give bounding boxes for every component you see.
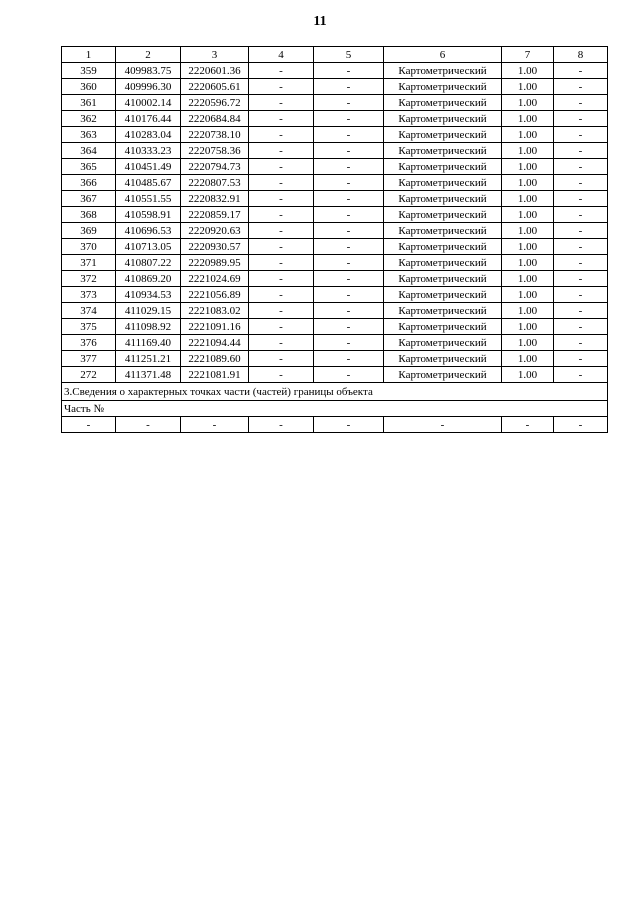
accuracy-cell: 1.00	[502, 207, 554, 223]
x-coordinate-cell: 410713.05	[116, 239, 181, 255]
point-number-cell: 272	[62, 367, 116, 383]
col-5-value-cell: -	[314, 127, 384, 143]
col-8-value-cell: -	[554, 303, 608, 319]
table-row	[62, 159, 608, 175]
col-5-value-cell: -	[314, 95, 384, 111]
point-number-cell: 376	[62, 335, 116, 351]
point-number-cell: 375	[62, 319, 116, 335]
col-5-value-cell: -	[314, 79, 384, 95]
y-coordinate-cell: 2220930.57	[181, 239, 249, 255]
y-coordinate-cell: 2220920.63	[181, 223, 249, 239]
col-5-value-cell: -	[314, 111, 384, 127]
method-cell: Картометрический	[384, 79, 502, 95]
col-4-value-cell: -	[249, 127, 314, 143]
accuracy-cell: 1.00	[502, 159, 554, 175]
y-coordinate-cell: 2220832.91	[181, 191, 249, 207]
accuracy-cell: 1.00	[502, 367, 554, 383]
table-row	[62, 111, 608, 127]
col-5-value-cell: -	[314, 159, 384, 175]
table-row	[62, 271, 608, 287]
col-4-value-cell: -	[249, 79, 314, 95]
method-cell: Картометрический	[384, 223, 502, 239]
col-8-value-cell: -	[554, 271, 608, 287]
column-header-8: 8	[554, 47, 608, 63]
point-number-cell: 364	[62, 143, 116, 159]
method-cell: Картометрический	[384, 111, 502, 127]
x-coordinate-cell: 411098.92	[116, 319, 181, 335]
col-5-value-cell: -	[314, 335, 384, 351]
accuracy-cell: 1.00	[502, 271, 554, 287]
column-header-4: 4	[249, 47, 314, 63]
col-4-value-cell: -	[249, 175, 314, 191]
x-coordinate-cell: 411371.48	[116, 367, 181, 383]
accuracy-cell: 1.00	[502, 335, 554, 351]
col-4-value-cell: -	[249, 271, 314, 287]
col-8-value-cell: -	[554, 335, 608, 351]
method-cell: Картометрический	[384, 175, 502, 191]
col-5-value-cell: -	[314, 191, 384, 207]
accuracy-cell: 1.00	[502, 143, 554, 159]
header-row	[62, 47, 608, 63]
y-coordinate-cell: 2220605.61	[181, 79, 249, 95]
point-number-cell: 359	[62, 63, 116, 79]
table-row	[62, 223, 608, 239]
part-label: Часть №	[62, 401, 181, 417]
col-8-value-cell: -	[554, 175, 608, 191]
col-4-value-cell: -	[249, 287, 314, 303]
table-row	[62, 287, 608, 303]
x-coordinate-cell: 410807.22	[116, 255, 181, 271]
table-row	[62, 143, 608, 159]
col-5-value-cell: -	[314, 143, 384, 159]
section-title-row	[62, 383, 608, 401]
page-number: 11	[313, 14, 327, 29]
point-number-cell: 370	[62, 239, 116, 255]
x-coordinate-cell: 409996.30	[116, 79, 181, 95]
point-number-cell: 366	[62, 175, 116, 191]
accuracy-cell: 1.00	[502, 127, 554, 143]
column-header-1: 1	[62, 47, 116, 63]
col-5-value-cell: -	[314, 303, 384, 319]
part-label-row	[62, 401, 608, 417]
x-coordinate-cell: 410485.67	[116, 175, 181, 191]
method-cell: Картометрический	[384, 367, 502, 383]
y-coordinate-cell: 2221056.89	[181, 287, 249, 303]
table-body	[62, 63, 608, 383]
x-coordinate-cell: 410333.23	[116, 143, 181, 159]
col-8-value-cell: -	[554, 127, 608, 143]
col-4-value-cell: -	[249, 351, 314, 367]
col-5-value-cell: -	[314, 207, 384, 223]
column-header-3: 3	[181, 47, 249, 63]
col-5-value-cell: -	[314, 255, 384, 271]
table-row	[62, 207, 608, 223]
col-4-value-cell: -	[249, 207, 314, 223]
part-cell: -	[181, 417, 249, 433]
table-row	[62, 79, 608, 95]
col-4-value-cell: -	[249, 191, 314, 207]
table-row	[62, 191, 608, 207]
column-header-6: 6	[384, 47, 502, 63]
method-cell: Картометрический	[384, 239, 502, 255]
part-cell: -	[314, 417, 384, 433]
part-cell: -	[384, 417, 502, 433]
y-coordinate-cell: 2220684.84	[181, 111, 249, 127]
col-4-value-cell: -	[249, 95, 314, 111]
accuracy-cell: 1.00	[502, 95, 554, 111]
point-number-cell: 368	[62, 207, 116, 223]
col-4-value-cell: -	[249, 319, 314, 335]
accuracy-cell: 1.00	[502, 63, 554, 79]
table-row	[62, 95, 608, 111]
table-row	[62, 303, 608, 319]
table-row	[62, 239, 608, 255]
col-8-value-cell: -	[554, 191, 608, 207]
accuracy-cell: 1.00	[502, 351, 554, 367]
x-coordinate-cell: 411169.40	[116, 335, 181, 351]
col-4-value-cell: -	[249, 159, 314, 175]
table-row	[62, 255, 608, 271]
accuracy-cell: 1.00	[502, 303, 554, 319]
col-5-value-cell: -	[314, 367, 384, 383]
part-label-fill	[181, 401, 608, 417]
method-cell: Картометрический	[384, 143, 502, 159]
col-4-value-cell: -	[249, 239, 314, 255]
col-4-value-cell: -	[249, 63, 314, 79]
col-5-value-cell: -	[314, 271, 384, 287]
method-cell: Картометрический	[384, 127, 502, 143]
y-coordinate-cell: 2221083.02	[181, 303, 249, 319]
y-coordinate-cell: 2220758.36	[181, 143, 249, 159]
y-coordinate-cell: 2220596.72	[181, 95, 249, 111]
table-row	[62, 127, 608, 143]
y-coordinate-cell: 2221024.69	[181, 271, 249, 287]
col-8-value-cell: -	[554, 239, 608, 255]
point-number-cell: 374	[62, 303, 116, 319]
table-row	[62, 63, 608, 79]
point-number-cell: 369	[62, 223, 116, 239]
y-coordinate-cell: 2220601.36	[181, 63, 249, 79]
x-coordinate-cell: 411029.15	[116, 303, 181, 319]
boundary-points-table	[61, 46, 608, 433]
col-5-value-cell: -	[314, 287, 384, 303]
point-number-cell: 361	[62, 95, 116, 111]
col-8-value-cell: -	[554, 111, 608, 127]
col-5-value-cell: -	[314, 175, 384, 191]
point-number-cell: 371	[62, 255, 116, 271]
part-cell: -	[249, 417, 314, 433]
accuracy-cell: 1.00	[502, 223, 554, 239]
y-coordinate-cell: 2220807.53	[181, 175, 249, 191]
col-8-value-cell: -	[554, 207, 608, 223]
col-8-value-cell: -	[554, 63, 608, 79]
table-row	[62, 319, 608, 335]
y-coordinate-cell: 2221089.60	[181, 351, 249, 367]
col-8-value-cell: -	[554, 223, 608, 239]
point-number-cell: 362	[62, 111, 116, 127]
x-coordinate-cell: 410451.49	[116, 159, 181, 175]
table-row	[62, 175, 608, 191]
point-number-cell: 377	[62, 351, 116, 367]
y-coordinate-cell: 2220859.17	[181, 207, 249, 223]
x-coordinate-cell: 410598.91	[116, 207, 181, 223]
y-coordinate-cell: 2221094.44	[181, 335, 249, 351]
part-cell: -	[116, 417, 181, 433]
col-4-value-cell: -	[249, 335, 314, 351]
column-header-2: 2	[116, 47, 181, 63]
method-cell: Картометрический	[384, 207, 502, 223]
part-cell: -	[554, 417, 608, 433]
col-5-value-cell: -	[314, 351, 384, 367]
col-8-value-cell: -	[554, 319, 608, 335]
part-cell: -	[502, 417, 554, 433]
col-8-value-cell: -	[554, 143, 608, 159]
x-coordinate-cell: 410869.20	[116, 271, 181, 287]
x-coordinate-cell: 410283.04	[116, 127, 181, 143]
accuracy-cell: 1.00	[502, 239, 554, 255]
method-cell: Картометрический	[384, 271, 502, 287]
table-row	[62, 367, 608, 383]
method-cell: Картометрический	[384, 335, 502, 351]
col-8-value-cell: -	[554, 255, 608, 271]
method-cell: Картометрический	[384, 159, 502, 175]
col-8-value-cell: -	[554, 95, 608, 111]
accuracy-cell: 1.00	[502, 287, 554, 303]
col-4-value-cell: -	[249, 255, 314, 271]
col-8-value-cell: -	[554, 79, 608, 95]
x-coordinate-cell: 409983.75	[116, 63, 181, 79]
col-8-value-cell: -	[554, 287, 608, 303]
col-4-value-cell: -	[249, 111, 314, 127]
part-cell: -	[62, 417, 116, 433]
col-4-value-cell: -	[249, 223, 314, 239]
x-coordinate-cell: 410176.44	[116, 111, 181, 127]
accuracy-cell: 1.00	[502, 175, 554, 191]
x-coordinate-cell: 410551.55	[116, 191, 181, 207]
col-4-value-cell: -	[249, 367, 314, 383]
method-cell: Картометрический	[384, 351, 502, 367]
col-8-value-cell: -	[554, 351, 608, 367]
x-coordinate-cell: 411251.21	[116, 351, 181, 367]
accuracy-cell: 1.00	[502, 255, 554, 271]
col-8-value-cell: -	[554, 159, 608, 175]
method-cell: Картометрический	[384, 191, 502, 207]
col-5-value-cell: -	[314, 223, 384, 239]
method-cell: Картометрический	[384, 319, 502, 335]
method-cell: Картометрический	[384, 63, 502, 79]
point-number-cell: 360	[62, 79, 116, 95]
accuracy-cell: 1.00	[502, 111, 554, 127]
method-cell: Картометрический	[384, 255, 502, 271]
method-cell: Картометрический	[384, 303, 502, 319]
method-cell: Картометрический	[384, 95, 502, 111]
y-coordinate-cell: 2221081.91	[181, 367, 249, 383]
point-number-cell: 367	[62, 191, 116, 207]
col-5-value-cell: -	[314, 239, 384, 255]
column-header-7: 7	[502, 47, 554, 63]
table-row	[62, 351, 608, 367]
x-coordinate-cell: 410002.14	[116, 95, 181, 111]
point-number-cell: 373	[62, 287, 116, 303]
col-5-value-cell: -	[314, 63, 384, 79]
y-coordinate-cell: 2220794.73	[181, 159, 249, 175]
col-5-value-cell: -	[314, 319, 384, 335]
y-coordinate-cell: 2220738.10	[181, 127, 249, 143]
x-coordinate-cell: 410934.53	[116, 287, 181, 303]
accuracy-cell: 1.00	[502, 79, 554, 95]
col-4-value-cell: -	[249, 303, 314, 319]
col-8-value-cell: -	[554, 367, 608, 383]
point-number-cell: 365	[62, 159, 116, 175]
accuracy-cell: 1.00	[502, 191, 554, 207]
point-number-cell: 372	[62, 271, 116, 287]
part-values-row	[62, 417, 608, 433]
accuracy-cell: 1.00	[502, 319, 554, 335]
section-title: 3.Сведения о характерных точках части (частей) границы объекта	[62, 383, 608, 401]
method-cell: Картометрический	[384, 287, 502, 303]
column-header-5: 5	[314, 47, 384, 63]
point-number-cell: 363	[62, 127, 116, 143]
y-coordinate-cell: 2221091.16	[181, 319, 249, 335]
y-coordinate-cell: 2220989.95	[181, 255, 249, 271]
col-4-value-cell: -	[249, 143, 314, 159]
x-coordinate-cell: 410696.53	[116, 223, 181, 239]
table-row	[62, 335, 608, 351]
